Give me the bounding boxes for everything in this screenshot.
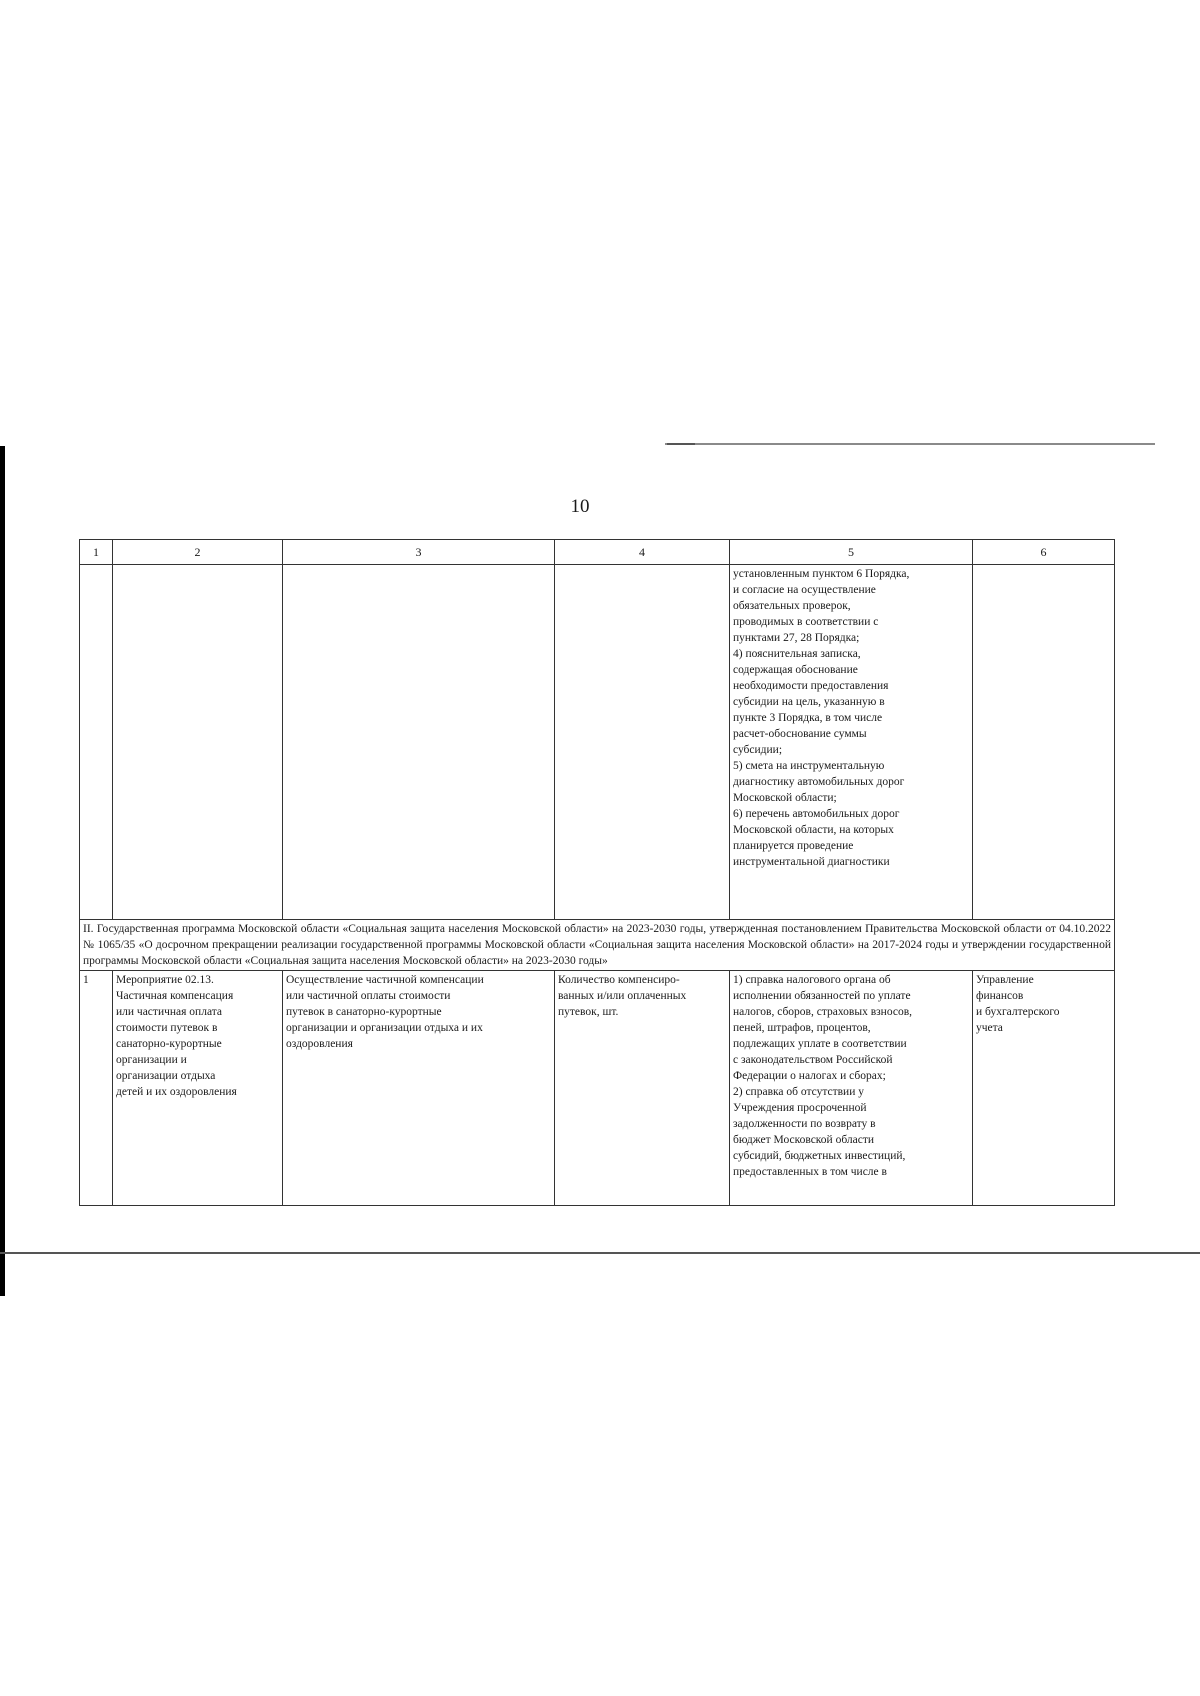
table-row-continuation (80, 565, 1115, 920)
header-col-4: 4 (555, 540, 730, 565)
bottom-rule (0, 1252, 1200, 1254)
item-activity: Мероприятие 02.13. Частичная компенсация или частичная оплата стоимости путевок в санаторно-курортные организации и организации отдыха детей и их оздоровления (113, 971, 283, 1206)
table-row-section (80, 920, 1115, 971)
header-col-6: 6 (973, 540, 1115, 565)
top-rule-dash (667, 443, 695, 445)
page-number: 10 (570, 496, 590, 517)
header-col-1: 1 (80, 540, 113, 565)
cont-cell-2 (113, 565, 283, 920)
table-header-row (80, 540, 1115, 565)
item-purpose: Осуществление частичной компенсации или частичной оплаты стоимости путевок в санаторно-курортные организации и организации отдыха и их оздоровления (283, 971, 555, 1206)
header-col-3: 3 (283, 540, 555, 565)
item-documents: 1) справка налогового органа об исполнении обязанностей по уплате налогов, сборов, страховых взносов, пеней, штрафов, процентов, подлежащих уплате в соответствии с законодательством Российской Федерации о налогах и сборах; 2) справка об отсутствии у Учреждения просроченной задолженности по возврату в бюджет Московской области субсидий, бюджетных инвестиций, предоставленных в том числе в (730, 971, 973, 1206)
scan-edge-bar (0, 446, 5, 1296)
item-responsible: Управление финансов и бухгалтерского учета (973, 971, 1115, 1206)
header-col-5: 5 (730, 540, 973, 565)
cont-cell-5-documents: установленным пунктом 6 Порядка, и согласие на осуществление обязательных проверок, проводимых в соответствии с пунктами 27, 28 Порядка; 4) пояснительная записка, содержащая обоснование необходимости предоставления субсидии на цель, указанную в пункте 3 Порядка, в том числе расчет-обоснование суммы субсидии; 5) смета на инструментальную диагностику автомобильных дорог Московской области; 6) перечень автомобильных дорог Московской области, на которых планируется проведение инструментальной диагностики (730, 565, 973, 920)
top-rule (665, 443, 1155, 445)
item-indicator: Количество компенсиро- ванных и/или оплаченных путевок, шт. (555, 971, 730, 1206)
cont-cell-1 (80, 565, 113, 920)
cont-cell-4 (555, 565, 730, 920)
cont-cell-3 (283, 565, 555, 920)
table-row-item (80, 971, 1115, 1206)
section-heading: II. Государственная программа Московской области «Социальная защита населения Московской области» на 2023-2030 годы, утвержденная постановлением Правительства Московской области от 04.10.2022 № 1065/35 «О досрочном прекращении реализации государственной программы Московской области «Социальная защита населения Московской области» на 2017-2024 годы и утверждении государственной программы Московской области «Социальная защита населения Московской области» на 2023-2030 годы» (80, 920, 1115, 971)
cont-cell-6 (973, 565, 1115, 920)
item-number: 1 (80, 971, 113, 1206)
header-col-2: 2 (113, 540, 283, 565)
document-table (79, 539, 1115, 1206)
